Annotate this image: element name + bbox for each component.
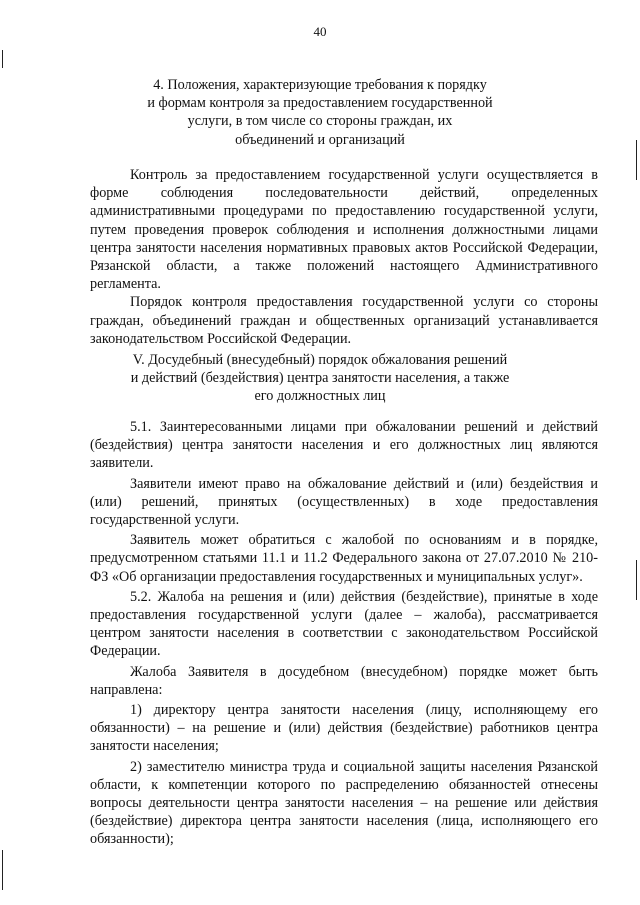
paragraph: 5.2. Жалоба на решения и (или) действия (бездействие), принятые в ходе предоставления государственной услуги (далее – жалоба), рассматривается центром занятости населения в соответствии с законодательством Российской Федерации. — [90, 588, 598, 660]
section-5-title-line: его должностных лиц — [254, 388, 386, 405]
scan-edge-mark — [2, 50, 3, 68]
section-5-title-line: V. Досудебный (внесудебный) порядок обжалования решений — [132, 352, 508, 368]
paragraph: Жалоба Заявителя в досудебном (внесудебном) порядке может быть направлена: — [90, 663, 598, 698]
section-4-title-line: услуги, в том числе со стороны граждан, их — [187, 113, 453, 130]
paragraph: Заявители имеют право на обжалование действий и (или) бездействия и (или) решений, принятых (осуществленных) в ходе предоставления государственной услуги. — [90, 475, 598, 529]
paragraph: Порядок контроля предоставления государственной услуги со стороны граждан, объединений граждан и общественных организаций устанавливается законодательством Российской Федерации. — [90, 294, 598, 347]
section-5-body — [90, 418, 598, 849]
section-4-title-line: и формам контроля за предоставлением государственной — [147, 95, 493, 112]
paragraph: Контроль за предоставлением государственной услуги осуществляется в форме соблюдения последовательности действий, определенных административными процедурами по предоставлению государственной услуги, путем проведения проверок соблюдения и исполнения должностными лицами центра занятости населения нормативных правовых актов Российской Федерации, Рязанской области, а также положений настоящего Административного регламента. — [90, 167, 598, 293]
scan-edge-mark — [2, 850, 3, 890]
paragraph: 5.1. Заинтересованными лицами при обжаловании решений и действий (бездействия) центра занятости населения и его должностных лиц являются заявители. — [90, 419, 598, 472]
section-4-title-line: 4. Положения, характеризующие требования к порядку — [153, 77, 487, 93]
section-5-title-line: и действий (бездействия) центра занятости населения, а также — [130, 370, 510, 387]
paragraph: 1) директору центра занятости населения (лицу, исполняющему его обязанности) – на решение и (или) действия (бездействие) работников центра занятости населения; — [90, 702, 598, 755]
section-4-body — [90, 166, 598, 348]
section-4-title — [0, 76, 640, 149]
scan-edge-mark — [636, 560, 637, 600]
page-number: 40 — [313, 24, 327, 39]
paragraph: Заявитель может обратиться с жалобой по основаниям и в порядке, предусмотренном статьями 11.1 и 11.2 Федерального закона от 27.07.2010 № 210-ФЗ «Об организации предоставления государственных и муниципальных услуг». — [90, 532, 598, 585]
paragraph: 2) заместителю министра труда и социальной защиты населения Рязанской области, к компетенции которого по распределению обязанностей отнесены вопросы деятельности центра занятости населения – на решение или действия (бездействие) директора центра занятости населения (лица, исполняющего его обязанности); — [90, 758, 598, 848]
section-5-title — [0, 351, 640, 406]
section-4-title-line: объединений и организаций — [235, 131, 405, 148]
scan-edge-mark — [636, 140, 637, 180]
